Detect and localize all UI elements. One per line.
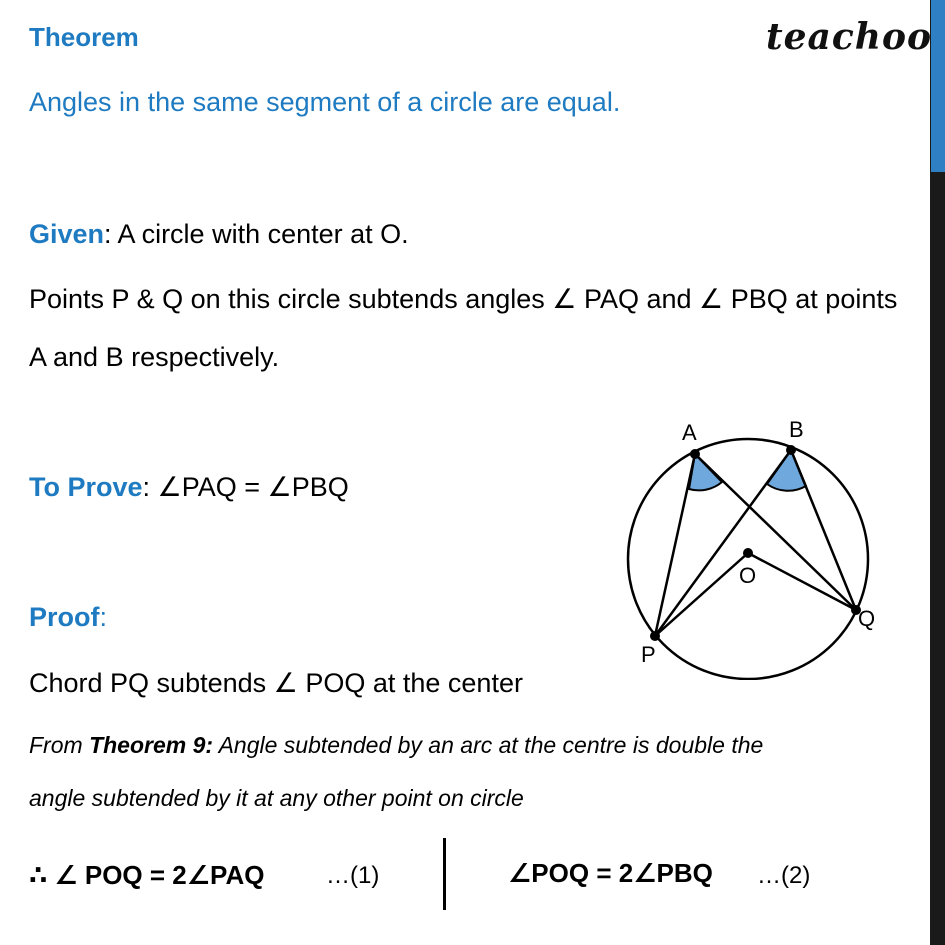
given-label: Given bbox=[29, 219, 105, 249]
ref-theorem-name: Theorem 9: bbox=[89, 732, 214, 758]
ref-line-1: Angle subtended by an arc at the centre is double the bbox=[213, 732, 764, 758]
label-a: A bbox=[682, 420, 697, 445]
line-oq bbox=[748, 553, 856, 610]
to-prove-line bbox=[29, 472, 349, 503]
proof-line-1: Chord PQ subtends ∠ POQ at the center bbox=[29, 668, 523, 698]
point-a bbox=[690, 449, 700, 459]
proof-heading bbox=[29, 602, 107, 633]
theorem-reference-line-1 bbox=[29, 732, 763, 759]
circle bbox=[628, 439, 868, 679]
label-o: O bbox=[739, 563, 757, 588]
point-p bbox=[650, 631, 660, 641]
label-p: P bbox=[641, 642, 656, 667]
ref-prefix: From bbox=[29, 732, 90, 758]
page-title: Theorem bbox=[29, 22, 139, 52]
theorem-reference-line-2: angle subtended by it at any other point on circle bbox=[29, 785, 524, 811]
given-text: : A circle with center at O. bbox=[104, 219, 409, 249]
given-line-3: A and B respectively. bbox=[29, 342, 280, 372]
line-op bbox=[655, 553, 748, 636]
to-prove-label: To Prove bbox=[29, 472, 143, 502]
label-b: B bbox=[789, 417, 804, 442]
point-b bbox=[786, 445, 796, 455]
equation-1: ∴ ∠ POQ = 2∠PAQ bbox=[29, 860, 265, 890]
label-q: Q bbox=[858, 606, 876, 631]
line-bq bbox=[791, 450, 856, 610]
theorem-statement: Angles in the same segment of a circle are equal. bbox=[29, 87, 621, 117]
given-line bbox=[29, 219, 409, 250]
to-prove-text: : ∠PAQ = ∠PBQ bbox=[142, 472, 349, 502]
teachoo-logo: teachoo bbox=[766, 16, 932, 58]
equation-2: ∠POQ = 2∠PBQ bbox=[508, 858, 713, 888]
point-o bbox=[743, 548, 753, 558]
given-line-2: Points P & Q on this circle subtends angles ∠ PAQ and ∠ PBQ at points bbox=[29, 284, 898, 314]
equation-2-tag: …(2) bbox=[757, 862, 811, 889]
scrollbar-thumb[interactable] bbox=[931, 0, 945, 172]
proof-label: Proof bbox=[29, 602, 100, 632]
circle-diagram bbox=[600, 410, 900, 680]
equation-divider bbox=[443, 838, 446, 910]
proof-colon: : bbox=[99, 602, 108, 632]
equation-1-tag: …(1) bbox=[326, 862, 380, 889]
